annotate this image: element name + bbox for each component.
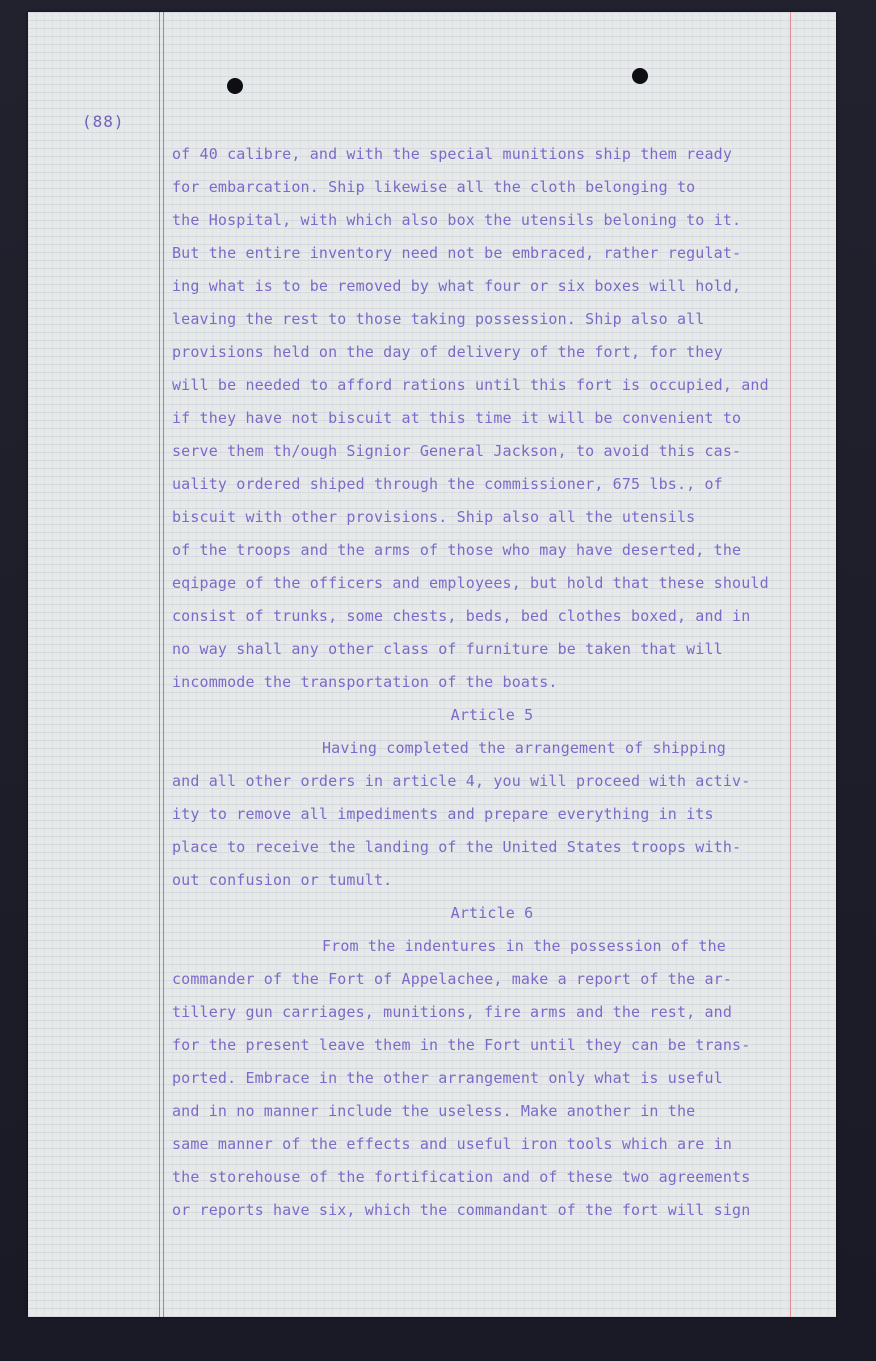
punch-hole-right: [632, 68, 648, 84]
text-line: commander of the Fort of Appelachee, make a report of the ar-: [172, 970, 733, 988]
text-line: incommode the transportation of the boats.: [172, 673, 558, 691]
text-line: place to receive the landing of the United States troops with-: [172, 838, 742, 856]
text-line: biscuit with other provisions. Ship also all the utensils: [172, 508, 696, 526]
article-5-heading: Article 5: [450, 706, 534, 724]
text-line: for the present leave them in the Fort until they can be trans-: [172, 1036, 751, 1054]
text-line: uality ordered shiped through the commissioner, 675 lbs., of: [172, 475, 723, 493]
text-line: the Hospital, with which also box the utensils beloning to it.: [172, 211, 742, 229]
text-line: will be needed to afford rations until this fort is occupied, and: [172, 376, 769, 394]
left-margin-rule: [159, 12, 160, 1317]
page-number: (88): [82, 112, 125, 131]
punch-hole-left: [227, 78, 243, 94]
text-line: From the indentures in the possession of the: [322, 937, 726, 955]
text-line: if they have not biscuit at this time it will be convenient to: [172, 409, 742, 427]
text-line: leaving the rest to those taking possession. Ship also all: [172, 310, 705, 328]
text-line: no way shall any other class of furniture be taken that will: [172, 640, 723, 658]
article-6-heading: Article 6: [450, 904, 534, 922]
text-line: and all other orders in article 4, you will proceed with activ-: [172, 772, 751, 790]
text-line: ity to remove all impediments and prepare everything in its: [172, 805, 714, 823]
text-line: tillery gun carriages, munitions, fire arms and the rest, and: [172, 1003, 733, 1021]
left-margin-rule-inner: [163, 12, 164, 1317]
text-line: the storehouse of the fortification and of these two agreements: [172, 1168, 751, 1186]
text-line: and in no manner include the useless. Make another in the: [172, 1102, 696, 1120]
text-line: out confusion or tumult.: [172, 871, 393, 889]
text-line: of the troops and the arms of those who may have deserted, the: [172, 541, 742, 559]
text-line: or reports have six, which the commandant of the fort will sign: [172, 1201, 751, 1219]
text-line: consist of trunks, some chests, beds, bed clothes boxed, and in: [172, 607, 751, 625]
typed-text-body: [172, 138, 852, 1227]
text-line: serve them th/ough Signior General Jackson, to avoid this cas-: [172, 442, 742, 460]
text-line: Having completed the arrangement of shipping: [322, 739, 726, 757]
text-line: ported. Embrace in the other arrangement only what is useful: [172, 1069, 723, 1087]
text-line: of 40 calibre, and with the special munitions ship them ready: [172, 145, 733, 163]
document-page: [28, 12, 836, 1317]
text-line: eqipage of the officers and employees, but hold that these should: [172, 574, 769, 592]
text-line: ing what is to be removed by what four or six boxes will hold,: [172, 277, 742, 295]
text-line: But the entire inventory need not be embraced, rather regulat-: [172, 244, 742, 262]
text-line: for embarcation. Ship likewise all the cloth belonging to: [172, 178, 696, 196]
text-line: same manner of the effects and useful iron tools which are in: [172, 1135, 733, 1153]
text-line: provisions held on the day of delivery of the fort, for they: [172, 343, 723, 361]
